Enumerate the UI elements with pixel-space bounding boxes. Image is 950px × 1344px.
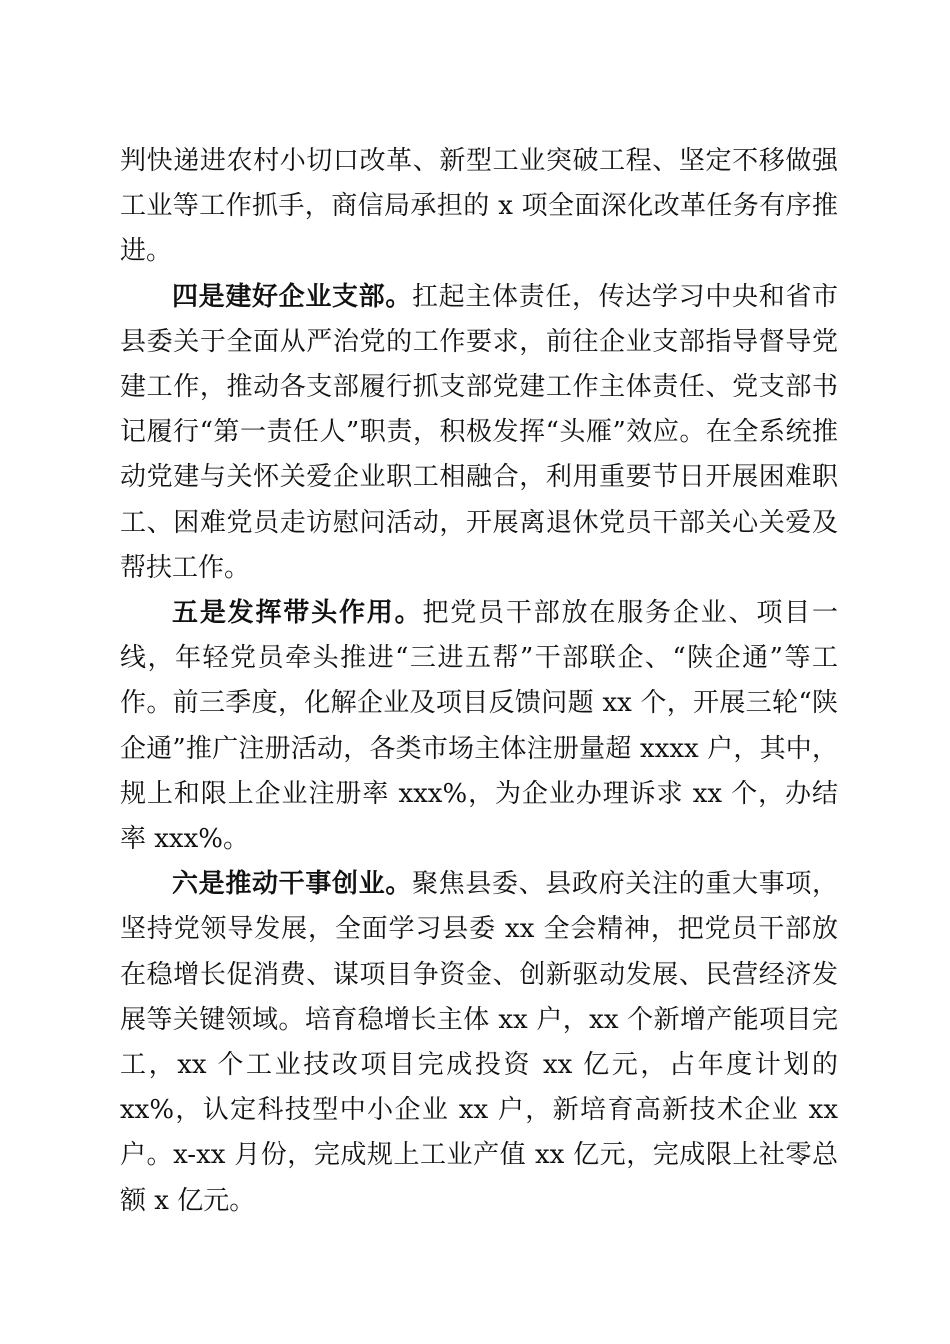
paragraph-continued xyxy=(120,139,838,275)
paragraph-leading-role xyxy=(120,591,838,862)
document-page xyxy=(120,139,838,1224)
paragraph-heading: 六是推动干事创业。 xyxy=(172,869,412,900)
paragraph-heading: 五是发挥带头作用。 xyxy=(172,598,423,629)
paragraph-body: 把党员干部放在服务企业、项目一线，年轻党员牵头推进“三进五帮”干部联企、“陕企通”等工作。前三季度，化解企业及项目反馈问题 xx 个，开展三轮“陕企通”推广注册活动，各类市场主体注册量超 xxxx 户，其中，规上和限上企业注册率 xxx%，为企业办理诉求 xx 个，办结率 xxx%。 xyxy=(120,598,838,855)
paragraph-enterprise-branch xyxy=(120,275,838,591)
paragraph-heading: 四是建好企业支部。 xyxy=(172,281,412,312)
paragraph-body: 扛起主体责任，传达学习中央和省市县委关于全面从严治党的工作要求，前往企业支部指导督导党建工作，推动各支部履行抓支部党建工作主体责任、党支部书记履行“第一责任人”职责，积极发挥“头雁”效应。在全系统推动党建与关怀关爱企业职工相融合，利用重要节日开展困难职工、困难党员走访慰问活动，开展离退休党员干部关心关爱及帮扶工作。 xyxy=(120,281,838,583)
paragraph-entrepreneurship xyxy=(120,862,838,1224)
paragraph-body: 聚焦县委、县政府关注的重大事项，坚持党领导发展，全面学习县委 xx 全会精神，把党员干部放在稳增长促消费、谋项目争资金、创新驱动发展、民营经济发展等关键领域。培育稳增长主体 xx 户，xx 个新增产能项目完工，xx 个工业技改项目完成投资 xx 亿元，占年度计划的 xx%，认定科技型中小企业 xx 户，新培育高新技术企业 xx 户。x-xx 月份，完成规上工业产值 xx 亿元，完成限上社零总额 x 亿元。 xyxy=(120,869,838,1216)
paragraph-body: 判快递进农村小切口改革、新型工业突破工程、坚定不移做强工业等工作抓手，商信局承担的 x 项全面深化改革任务有序推进。 xyxy=(120,146,838,267)
